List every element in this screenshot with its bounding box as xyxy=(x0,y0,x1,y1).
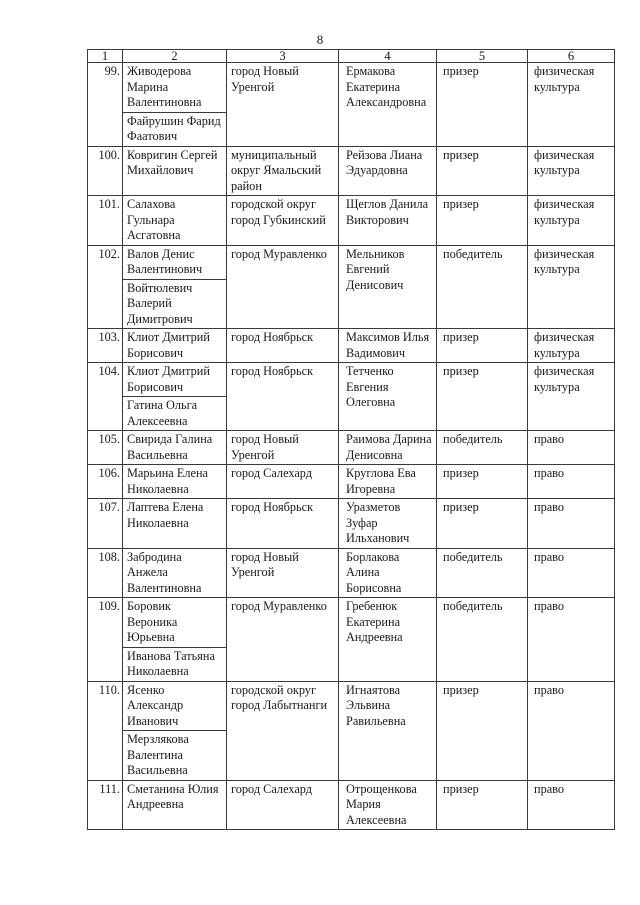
row-number: 102. xyxy=(88,245,123,329)
leader-name: Ясенко Александр Иванович xyxy=(123,681,227,731)
leader-name: Гатина Ольга Алексеевна xyxy=(123,397,227,431)
leader-name: Забродина Анжела Валентиновна xyxy=(123,548,227,598)
leader-name: Свирида Галина Васильевна xyxy=(123,431,227,465)
status: призер xyxy=(437,465,528,499)
municipality: город Ноябрьск xyxy=(227,499,339,549)
student-name: Мельников Евгений Денисович xyxy=(339,245,437,329)
leader-name: Лаптева Елена Николаевна xyxy=(123,499,227,549)
subject: право xyxy=(528,681,615,780)
student-name: Игнаятова Эльвина Равильевна xyxy=(339,681,437,780)
table-row xyxy=(88,598,615,648)
municipality: муниципальный округ Ямальский район xyxy=(227,146,339,196)
header-cell: 1 xyxy=(88,50,123,63)
municipality: город Муравленко xyxy=(227,245,339,329)
leader-name: Сметанина Юлия Андреевна xyxy=(123,780,227,830)
subject: право xyxy=(528,431,615,465)
row-number: 106. xyxy=(88,465,123,499)
subject: физическая культура xyxy=(528,146,615,196)
leader-name: Салахова Гульнара Асгатовна xyxy=(123,196,227,246)
table-body xyxy=(88,50,615,830)
student-name: Щеглов Данила Викторович xyxy=(339,196,437,246)
municipality: город Ноябрьск xyxy=(227,329,339,363)
status: победитель xyxy=(437,245,528,329)
leader-name: Клиот Дмитрий Борисович xyxy=(123,329,227,363)
status: призер xyxy=(437,499,528,549)
row-number: 111. xyxy=(88,780,123,830)
municipality: городской округ город Лабытнанги xyxy=(227,681,339,780)
status: победитель xyxy=(437,598,528,682)
table-row xyxy=(88,548,615,598)
subject: физическая культура xyxy=(528,363,615,431)
row-number: 109. xyxy=(88,598,123,682)
municipality: город Салехард xyxy=(227,465,339,499)
table-row xyxy=(88,63,615,113)
municipality: город Салехард xyxy=(227,780,339,830)
student-name: Круглова Ева Игоревна xyxy=(339,465,437,499)
status: победитель xyxy=(437,431,528,465)
subject: право xyxy=(528,465,615,499)
municipality: город Новый Уренгой xyxy=(227,63,339,147)
row-number: 107. xyxy=(88,499,123,549)
table-row xyxy=(88,363,615,397)
status: победитель xyxy=(437,548,528,598)
table-row xyxy=(88,146,615,196)
status: призер xyxy=(437,780,528,830)
municipality: город Новый Уренгой xyxy=(227,431,339,465)
leader-name: Войтюлевич Валерий Димитрович xyxy=(123,279,227,329)
municipality: город Муравленко xyxy=(227,598,339,682)
page-number: 8 xyxy=(316,32,324,47)
status: призер xyxy=(437,681,528,780)
results-table xyxy=(87,49,615,830)
table-row xyxy=(88,499,615,549)
row-number: 99. xyxy=(88,63,123,147)
header-cell: 6 xyxy=(528,50,615,63)
leader-name: Марьина Елена Николаевна xyxy=(123,465,227,499)
leader-name: Мерзлякова Валентина Васильевна xyxy=(123,731,227,781)
student-name: Борлакова Алина Борисовна xyxy=(339,548,437,598)
status: призер xyxy=(437,63,528,147)
status: призер xyxy=(437,363,528,431)
header-cell: 5 xyxy=(437,50,528,63)
table-row xyxy=(88,329,615,363)
table-row xyxy=(88,465,615,499)
leader-name: Файрушин Фарид Фаатович xyxy=(123,112,227,146)
table-row xyxy=(88,681,615,731)
subject: право xyxy=(528,548,615,598)
leader-name: Ковригин Сергей Михайлович xyxy=(123,146,227,196)
row-number: 110. xyxy=(88,681,123,780)
leader-name: Иванова Татьяна Николаевна xyxy=(123,647,227,681)
leader-name: Живодерова Марина Валентиновна xyxy=(123,63,227,113)
student-name: Тетченко Евгения Олеговна xyxy=(339,363,437,431)
subject: право xyxy=(528,780,615,830)
municipality: город Новый Уренгой xyxy=(227,548,339,598)
status: призер xyxy=(437,196,528,246)
header-cell: 2 xyxy=(123,50,227,63)
row-number: 105. xyxy=(88,431,123,465)
subject: право xyxy=(528,499,615,549)
student-name: Раимова Дарина Денисовна xyxy=(339,431,437,465)
header-cell: 3 xyxy=(227,50,339,63)
municipality: город Ноябрьск xyxy=(227,363,339,431)
subject: физическая культура xyxy=(528,196,615,246)
status: призер xyxy=(437,329,528,363)
subject: право xyxy=(528,598,615,682)
student-name: Рейзова Лиана Эдуардовна xyxy=(339,146,437,196)
table-row xyxy=(88,780,615,830)
table-row xyxy=(88,431,615,465)
row-number: 100. xyxy=(88,146,123,196)
leader-name: Клиот Дмитрий Борисович xyxy=(123,363,227,397)
subject: физическая культура xyxy=(528,245,615,329)
leader-name: Валов Денис Валентинович xyxy=(123,245,227,279)
student-name: Максимов Илья Вадимович xyxy=(339,329,437,363)
student-name: Уразметов Зуфар Ильханович xyxy=(339,499,437,549)
header-row xyxy=(88,50,615,63)
row-number: 108. xyxy=(88,548,123,598)
header-cell: 4 xyxy=(339,50,437,63)
subject: физическая культура xyxy=(528,329,615,363)
leader-name: Боровик Вероника Юрьевна xyxy=(123,598,227,648)
row-number: 103. xyxy=(88,329,123,363)
subject: физическая культура xyxy=(528,63,615,147)
municipality: городской округ город Губкинский xyxy=(227,196,339,246)
row-number: 104. xyxy=(88,363,123,431)
status: призер xyxy=(437,146,528,196)
row-number: 101. xyxy=(88,196,123,246)
student-name: Ермакова Екатерина Александровна xyxy=(339,63,437,147)
table-row xyxy=(88,245,615,279)
table-row xyxy=(88,196,615,246)
student-name: Отрощенкова Мария Алексеевна xyxy=(339,780,437,830)
student-name: Гребенюк Екатерина Андреевна xyxy=(339,598,437,682)
